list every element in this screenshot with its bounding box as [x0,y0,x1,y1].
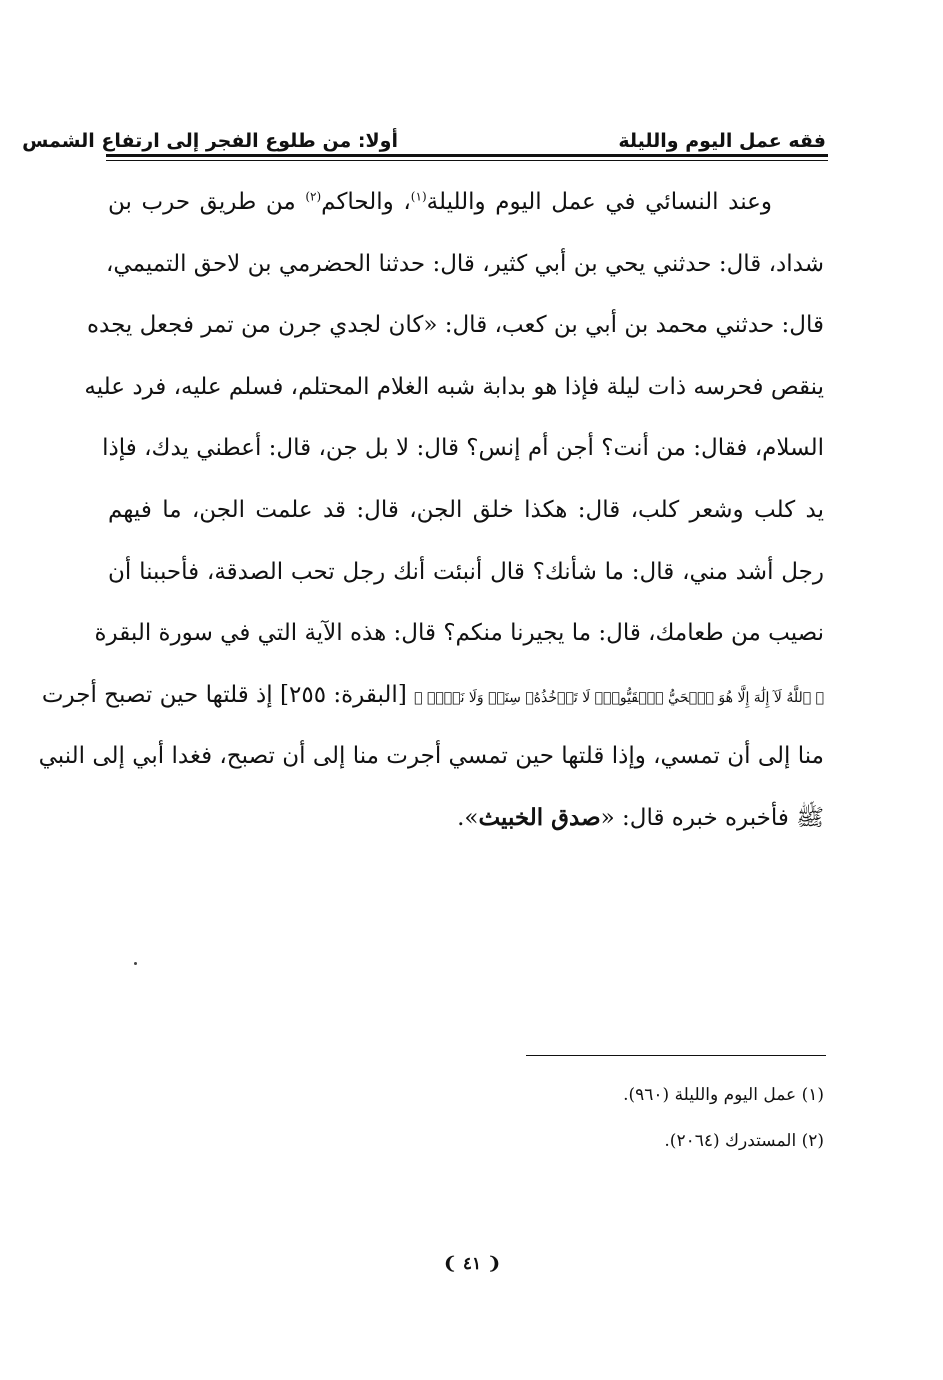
emphasized-quote: صدق الخبيث [478,803,601,831]
scan-speck [134,962,137,965]
main-text [38,176,824,854]
text-line-5: السلام، فقال: من أنت؟ أجن أم إنس؟ قال: لا بل جن، قال: أعطني يدك، فإذا [102,435,824,462]
page-number [420,1254,524,1280]
ornament-right-icon: ❨ [487,1254,502,1274]
footnote-ref-1[interactable]: (١) [410,189,427,204]
page-number-value: ٤١ [462,1254,482,1274]
header-rule [106,154,828,157]
text-line-11: ﷺ فأخبره خبره قال: «صدق الخبيث». [457,803,824,831]
text-line-8: نصيب من طعامك، قال: ما يجيرنا منكم؟ قال: هذه الآية التي في سورة البقرة [94,620,824,647]
text-line-10: منا إلى أن تمسي، وإذا قلتها حين تمسي أجرت منا إلى أن تصبح، فغدا أبي إلى النبي [38,743,824,770]
chapter-title: أولا: من طلوع الفجر إلى ارتفاع الشمس [22,130,398,152]
text-line-3: قال: حدثني محمد بن أبي بن كعب، قال: «كان لجدي جرن من تمر فجعل يجده [86,312,824,339]
footnotes [426,1078,824,1170]
footnote-2: (٢) المستدرك (٢٠٦٤). [664,1131,824,1151]
running-header [22,128,826,156]
book-title: فقه عمل اليوم والليلة [618,130,826,152]
text-line-4: ينقص فحرسه ذات ليلة فإذا هو بدابة شبه الغلام المحتلم، فسلم عليه، فرد عليه [84,373,824,400]
text-line-1: وعند النسائي في عمل اليوم والليلة$^{(١)}$، والحاكم$^{(٢)}$ من طريق حرب بن [108,189,773,215]
text-line-6: يد كلب وشعر كلب، قال: هكذا خلق الجن، قال: قد علمت الجن، ما فيهم [108,496,824,523]
footnote-rule [526,1055,826,1056]
text-line-9: ﴿ ٱللَّهُ لَآ إِلَٰهَ إِلَّا هُوَ ٱلۡحَيُّ ٱلۡقَيُّومُۚ لَا تَأۡخُذُهُۥ سِنَةٞ وَلَا نَوۡمٞ ﴾ [البقرة: ٢٥٥] إذ قلتها حين تصبح أجرت [41,681,824,708]
text-line-2: شداد، قال: حدثني يحي بن أبي كثير، قال: حدثنا الحضرمي بن لاحق التميمي، [106,250,824,277]
quran-verse: ﴿ ٱللَّهُ لَآ إِلَٰهَ إِلَّا هُوَ ٱلۡحَيُّ ٱلۡقَيُّومُۚ لَا تَأۡخُذُهُۥ سِنَةٞ وَلَا نَوۡمٞ ﴾ [414,689,824,706]
ornament-left-icon: ❩ [442,1254,457,1274]
header-rule-thin [106,160,828,161]
text-line-7: رجل أشد مني، قال: ما شأنك؟ قال أنبئت أنك رجل تحب الصدقة، فأحببنا أن [108,558,824,585]
footnote-ref-2[interactable]: (٢) [305,189,322,204]
footnote-1: (١) عمل اليوم والليلة (٩٦٠). [623,1085,824,1105]
